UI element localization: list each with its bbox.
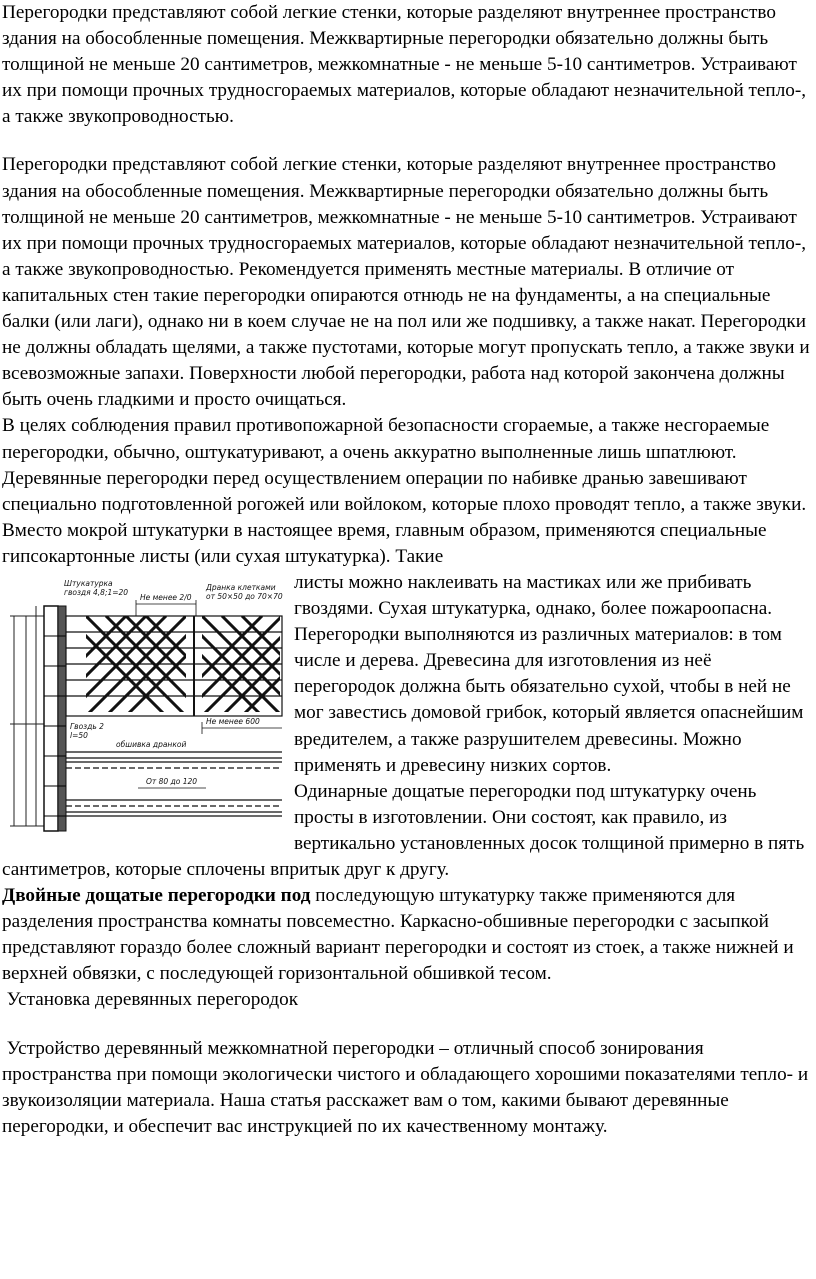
label-plaster: Штукатурка: [64, 578, 113, 588]
partition-diagram: [6, 576, 288, 834]
paragraph-double-boards: [2, 883, 814, 987]
label-min-spacing: Не менее 600: [206, 716, 260, 726]
double-boards-bold: Двойные дощатые перегородки под: [2, 885, 311, 907]
label-nail-length: l=50: [70, 730, 88, 740]
label-max: Не менее 2/0: [140, 592, 192, 602]
lattice-right: [162, 616, 288, 716]
label-nail-spacing: От 80 до 120: [146, 776, 198, 786]
left-dimension-lines: [10, 606, 46, 826]
paragraph-fire-safety-after: листы можно наклеивать на мастиках или же прибивать гвоздями. Сухая штукатурка, однако, более пожароопасна. Перегородки выполняются из различных материалов: в том числе и дерева. Древесина для изготовления из неё перегородок должна быть обязательно сухой, чтобы в ней не мог завестись домовой грибок, который является опаснейшим вредителем, а также разрушителем древесины. Можно применять и древесину низких сортов.: [294, 571, 804, 776]
section-heading: Установка деревянных перегородок: [2, 989, 299, 1011]
label-lattice-cells: Дранка клетками: [206, 582, 276, 592]
label-lattice-size: от 50×50 до 70×70: [206, 591, 283, 601]
label-nail: Гвоздь 2: [70, 721, 104, 731]
paragraph-intro: Перегородки представляют собой легкие стенки, которые разделяют внутреннее пространство здания на обособленные помещения. Межквартирные перегородки обязательно должны быть толщиной не меньше 20 сантиметров, межкомнатные - не меньше 5-10 сантиметров. Устраивают их при помощи прочных трудносгораемых материалов, которые обладают незначительной тепло-, а также звукопроводностью.: [2, 2, 807, 128]
label-plaster-nails: гвоздя 4,8;1=20: [64, 587, 129, 597]
paragraph-fire-safety-before: В целях соблюдения правил противопожарной безопасности сгораемые, а также несгораемые перегородки, обычно, оштукатуривают, а очень аккуратно выполненные лишь шпатлюют. Деревянные перегородки перед осуществлением операции по набивке дранью завешивают специально подготовленной рогожей или войлоком, которые плохо проводят тепло, а также звуки. Вместо мокрой штукатурки в настоящее время, главным образом, применяются специальные гипсокартонные листы (или сухая штукатурка). Такие: [2, 415, 807, 567]
paragraph-repeat: Перегородки представляют собой легкие стенки, которые разделяют внутреннее пространство здания на обособленные помещения. Межквартирные перегородки обязательно должны быть толщиной не меньше 20 сантиметров, межкомнатные - не меньше 5-10 сантиметров. Устраивают их при помощи прочных трудносгораемых материалов, которые обладают незначительной тепло-, а также звукопроводностью. Рекомендуется применять местные материалы. В отличие от капитальных стен такие перегородки опираются отнюдь не на фундаменты, а на специальные балки (или лаги), однако ни в коем случае не на пол или же подшивку, а также накат. Перегородки не должны обладать щелями, а также пустотами, которые могут пропускать тепло, а также звуки и всевозможные запахи. Поверхности любой перегородки, работа над которой закончена должны быть очень гладкими и просто очищаться.: [2, 154, 810, 411]
double-boards-rest: последующую штукатурку также применяются для разделения пространства комнаты повсеместно. Каркасно-обшивные перегородки с засыпкой представляют гораздо более сложный вариант перегородки и состоят из стоек, а также нижней и верхней обвязки, с последующей горизонтальной обшивкой тесом.: [2, 885, 794, 985]
paragraph-single-boards: Одинарные дощатые перегородки под штукатурку очень просты в изготовлении. Они состоят, как правило, из вертикально установленных досок толщиной примерно в пять сантиметров, которые сплочены впритык друг к другу.: [2, 780, 805, 880]
paragraph-closing: Устройство деревянный межкомнатной перегородки – отличный способ зонирования пространства при помощи экологически чистого и обладающего хорошими показателями тепло- и звукоизоляции материала. Наша статья расскажет вам о том, какими бывают деревянные перегородки, и обеспечит вас инструкцией по их качественному монтажу.: [2, 1037, 813, 1137]
partition-diagram-svg: [6, 576, 288, 834]
label-lathing: обшивка дранкой: [116, 739, 187, 749]
stud-column: [44, 606, 66, 831]
